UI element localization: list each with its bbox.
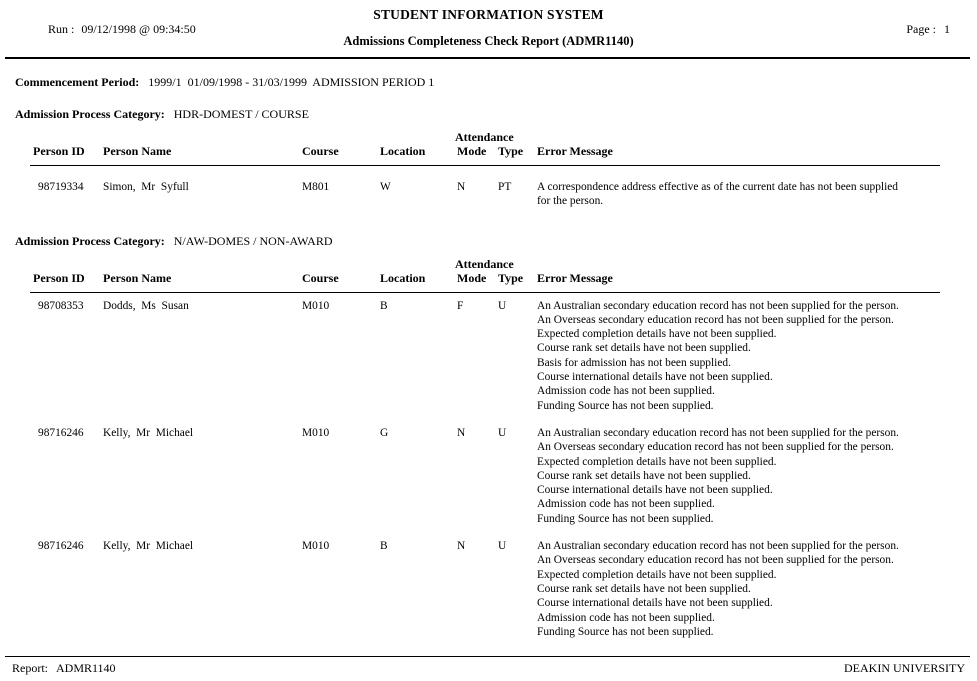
error-line: Course international details have not been supplied.	[537, 371, 773, 384]
error-message-cell	[537, 426, 940, 526]
error-line: Funding Source has not been supplied.	[537, 512, 714, 525]
col-header-course: Course	[302, 270, 339, 285]
mode-cell: N	[457, 181, 466, 193]
location-cell: G	[380, 426, 389, 439]
error-line: Funding Source has not been supplied.	[537, 625, 714, 638]
commencement-period-label: Commencement Period:	[15, 75, 140, 89]
table-header-row	[30, 271, 940, 293]
person-name-cell: Simon, Mr Syfull	[103, 181, 189, 193]
run-value: 09/12/1998 @ 09:34:50	[81, 22, 196, 36]
error-line: Admission code has not been supplied.	[537, 498, 715, 511]
table-row	[30, 426, 940, 526]
error-line: An Australian secondary education record has not been supplied for the person.	[537, 299, 899, 312]
person-name-cell: Kelly, Mr Michael	[103, 540, 194, 553]
type-cell: U	[498, 426, 507, 439]
error-line: Expected completion details have not been supplied.	[537, 568, 777, 581]
type-cell: U	[498, 299, 507, 312]
attendance-group-header: Attendance	[455, 130, 514, 144]
person-name-cell: Dodds, Ms Susan	[103, 299, 189, 312]
col-header-mode: Mode	[457, 144, 487, 158]
footer-report-label: Report:	[12, 661, 48, 675]
course-cell: M010	[302, 540, 330, 553]
person-id-cell: 98716246	[38, 426, 84, 439]
category-line	[15, 107, 977, 122]
footer-report-id	[12, 661, 116, 676]
col-header-location: Location	[380, 270, 426, 285]
col-header-course: Course	[302, 144, 339, 158]
commencement-period-line	[15, 75, 977, 90]
error-line: Course international details have not been supplied.	[537, 597, 773, 610]
error-line: An Australian secondary education record has not been supplied for the person.	[537, 540, 899, 553]
location-cell: W	[380, 181, 391, 193]
person-id-cell: 98716246	[38, 540, 84, 553]
category-value: HDR-DOMEST / COURSE	[173, 107, 309, 121]
error-line: Expected completion details have not been supplied.	[537, 328, 777, 341]
person-id-cell: 98708353	[38, 299, 84, 312]
mode-cell: F	[457, 299, 464, 312]
col-header-person-id: Person ID	[33, 270, 85, 285]
page-number: 1	[944, 22, 950, 36]
col-header-person-name: Person Name	[103, 144, 172, 158]
category-line	[15, 234, 977, 249]
error-line: An Overseas secondary education record has not been supplied for the person.	[537, 554, 894, 567]
person-name-cell: Kelly, Mr Michael	[103, 426, 194, 439]
error-line: Course international details have not been supplied.	[537, 484, 773, 497]
person-id-cell: 98719334	[38, 181, 84, 193]
error-line: An Australian secondary education record has not been supplied for the person.	[537, 426, 899, 439]
error-line: An Overseas secondary education record has not been supplied for the person.	[537, 441, 894, 454]
page-label: Page :	[906, 22, 936, 36]
footer-report-value: ADMR1140	[56, 661, 116, 675]
run-label: Run :	[48, 22, 75, 36]
run-timestamp	[30, 7, 196, 52]
col-header-mode: Mode	[457, 270, 487, 285]
category-label: Admission Process Category:	[15, 233, 165, 248]
error-line: Course rank set details have not been supplied.	[537, 469, 751, 482]
type-cell: U	[498, 540, 507, 553]
report-footer	[12, 661, 965, 676]
col-header-error-message: Error Message	[537, 270, 613, 285]
col-header-person-id: Person ID	[33, 144, 85, 158]
location-cell: B	[380, 540, 388, 553]
admission-section-2	[0, 234, 977, 640]
course-cell: M801	[302, 181, 330, 193]
category-label: Admission Process Category:	[15, 107, 165, 121]
error-line: Course rank set details have not been supplied.	[537, 342, 751, 355]
header-rule	[5, 57, 970, 59]
type-cell: PT	[498, 181, 512, 193]
table-row	[30, 299, 940, 413]
report-header	[0, 0, 977, 36]
page-number-line	[888, 7, 950, 52]
error-line: A correspondence address effective as of the current date has not been supplied	[537, 181, 898, 193]
error-line: Admission code has not been supplied.	[537, 611, 715, 624]
location-cell: B	[380, 299, 388, 312]
page-title: STUDENT INFORMATION SYSTEM	[373, 7, 604, 22]
col-header-type: Type	[498, 144, 524, 158]
col-header-location: Location	[380, 144, 426, 158]
table-header-row	[30, 144, 940, 166]
col-header-person-name: Person Name	[103, 270, 172, 285]
error-line: Expected completion details have not been supplied.	[537, 455, 777, 468]
footer-university: DEAKIN UNIVERSITY	[844, 661, 965, 675]
course-cell: M010	[302, 426, 330, 439]
error-line: Course rank set details have not been supplied.	[537, 582, 751, 595]
mode-cell: N	[457, 540, 466, 553]
report-table	[30, 258, 940, 640]
category-value: N/AW-DOMES / NON-AWARD	[173, 233, 333, 248]
report-table	[30, 131, 940, 209]
error-message-cell	[537, 299, 940, 413]
error-line: An Overseas secondary education record has not been supplied for the person.	[537, 313, 894, 326]
mode-cell: N	[457, 426, 466, 439]
commencement-period-value: 1999/1 01/09/1998 - 31/03/1999 ADMISSION PERIOD 1	[148, 75, 435, 89]
admission-section-1	[0, 107, 977, 209]
table-row	[30, 539, 940, 639]
report-subtitle: Admissions Completeness Check Report (ADMR1140)	[343, 34, 634, 48]
col-header-error-message: Error Message	[537, 144, 613, 158]
error-line: for the person.	[537, 195, 604, 208]
error-line: Funding Source has not been supplied.	[537, 399, 714, 412]
error-line: Basis for admission has not been supplied.	[537, 356, 731, 369]
error-message-cell	[537, 180, 940, 209]
error-message-cell	[537, 539, 940, 639]
attendance-group-header: Attendance	[455, 256, 514, 271]
footer-rule	[5, 656, 970, 657]
error-line: Admission code has not been supplied.	[537, 385, 715, 398]
col-header-type: Type	[498, 270, 524, 285]
course-cell: M010	[302, 299, 330, 312]
table-row	[30, 180, 940, 209]
